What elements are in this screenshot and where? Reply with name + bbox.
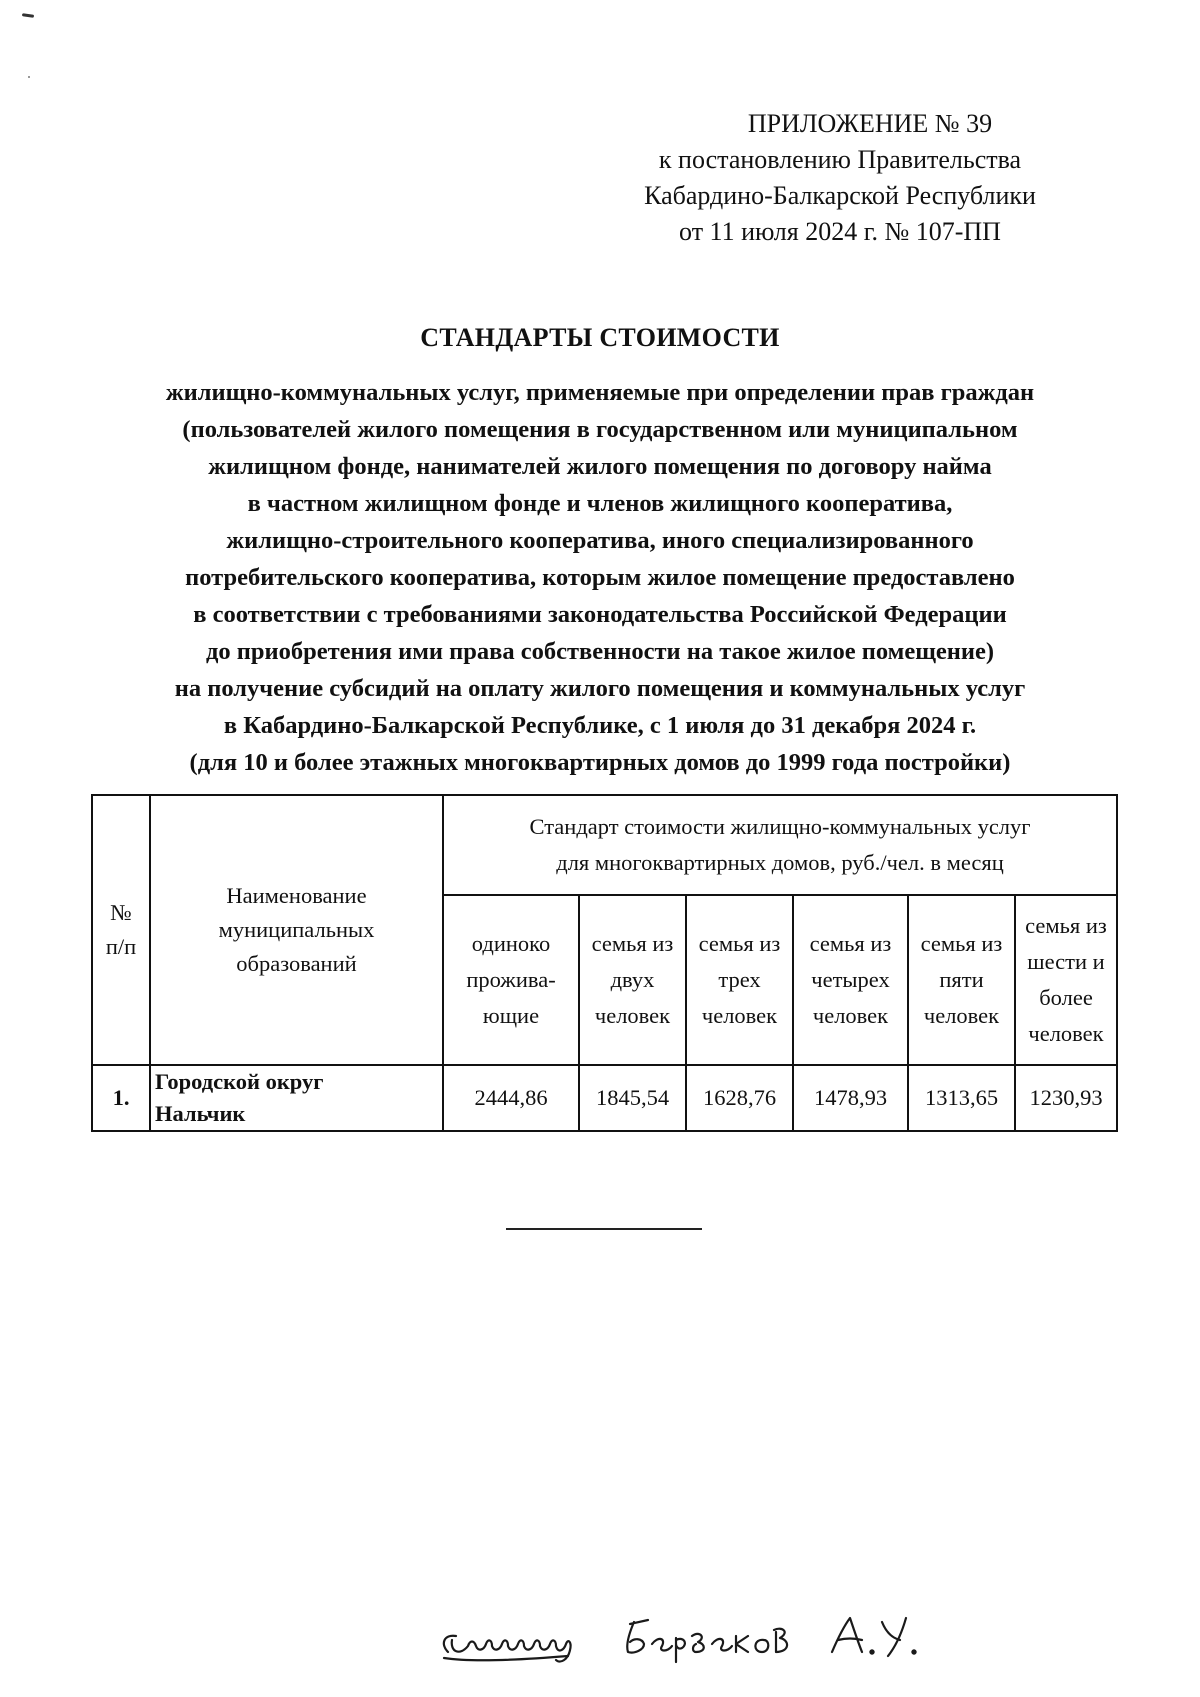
subtitle-line: жилищном фонде, нанимателей жилого помещения по договору найма [208,453,992,480]
appendix-line: от 11 июля 2024 г. № 107-ПП [679,217,1001,246]
end-divider [506,1228,702,1230]
subtitle-line: в Кабардино-Балкарской Республике, с 1 июля до 31 декабря 2024 г. [223,712,977,739]
row-value: 2444,86 [443,1065,579,1131]
cost-standards-table [91,794,1118,1132]
row-value: 1313,65 [908,1065,1015,1131]
subtitle-line: (для 10 и более этажных многоквартирных домов до 1999 года постройки) [189,749,1011,776]
subtitle-line: жилищно-коммунальных услуг, применяемые при определении прав граждан [165,379,1035,406]
row-value: 1230,93 [1015,1065,1117,1131]
row-number: 1. [92,1065,150,1131]
handwritten-signature [430,1600,950,1670]
header-family-2: семья из двух человек [579,895,686,1065]
subtitle-line: в соответствии с требованиями законодательства Российской Федерации [193,601,1007,628]
scan-speck [22,13,34,18]
document-title: СТАНДАРТЫ СТОИМОСТИ [420,323,780,352]
subtitle-line: на получение субсидий на оплату жилого помещения и коммунальных услуг [174,675,1026,702]
appendix-header [560,106,1120,250]
scan-speck [28,76,30,78]
subtitle-line: жилищно-строительного кооператива, иного специализированного [226,527,974,554]
appendix-number: ПРИЛОЖЕНИЕ № 39 [747,109,993,138]
header-family-5: семья из пяти человек [908,895,1015,1065]
document-subtitle [40,374,1160,781]
appendix-line: Кабардино-Балкарской Республики [644,181,1036,210]
header-family-3: семья из трех человек [686,895,793,1065]
header-single: одиноко прожива- ющие [443,895,579,1065]
row-municipality: Городской округ Нальчик [150,1065,443,1131]
row-value: 1845,54 [579,1065,686,1131]
subtitle-line: в частном жилищном фонде и членов жилищного кооператива, [247,490,953,517]
header-municipality: Наименование муниципальных образований [150,795,443,1065]
header-family-4: семья из четырех человек [793,895,908,1065]
appendix-line: к постановлению Правительства [658,145,1022,174]
row-value: 1628,76 [686,1065,793,1131]
header-number: № п/п [92,795,150,1065]
subtitle-line: (пользователей жилого помещения в государственном или муниципальном [182,416,1018,443]
subtitle-line: потребительского кооператива, которым жилое помещение предоставлено [185,564,1015,591]
header-family-6-plus: семья из шести и более человек [1015,895,1117,1065]
header-cost-standard: Стандарт стоимости жилищно-коммунальных услуг для многоквартирных домов, руб./чел. в месяц [443,795,1117,895]
row-value: 1478,93 [793,1065,908,1131]
subtitle-line: до приобретения ими права собственности на такое жилое помещение) [205,638,995,665]
table-row [92,1065,1117,1131]
